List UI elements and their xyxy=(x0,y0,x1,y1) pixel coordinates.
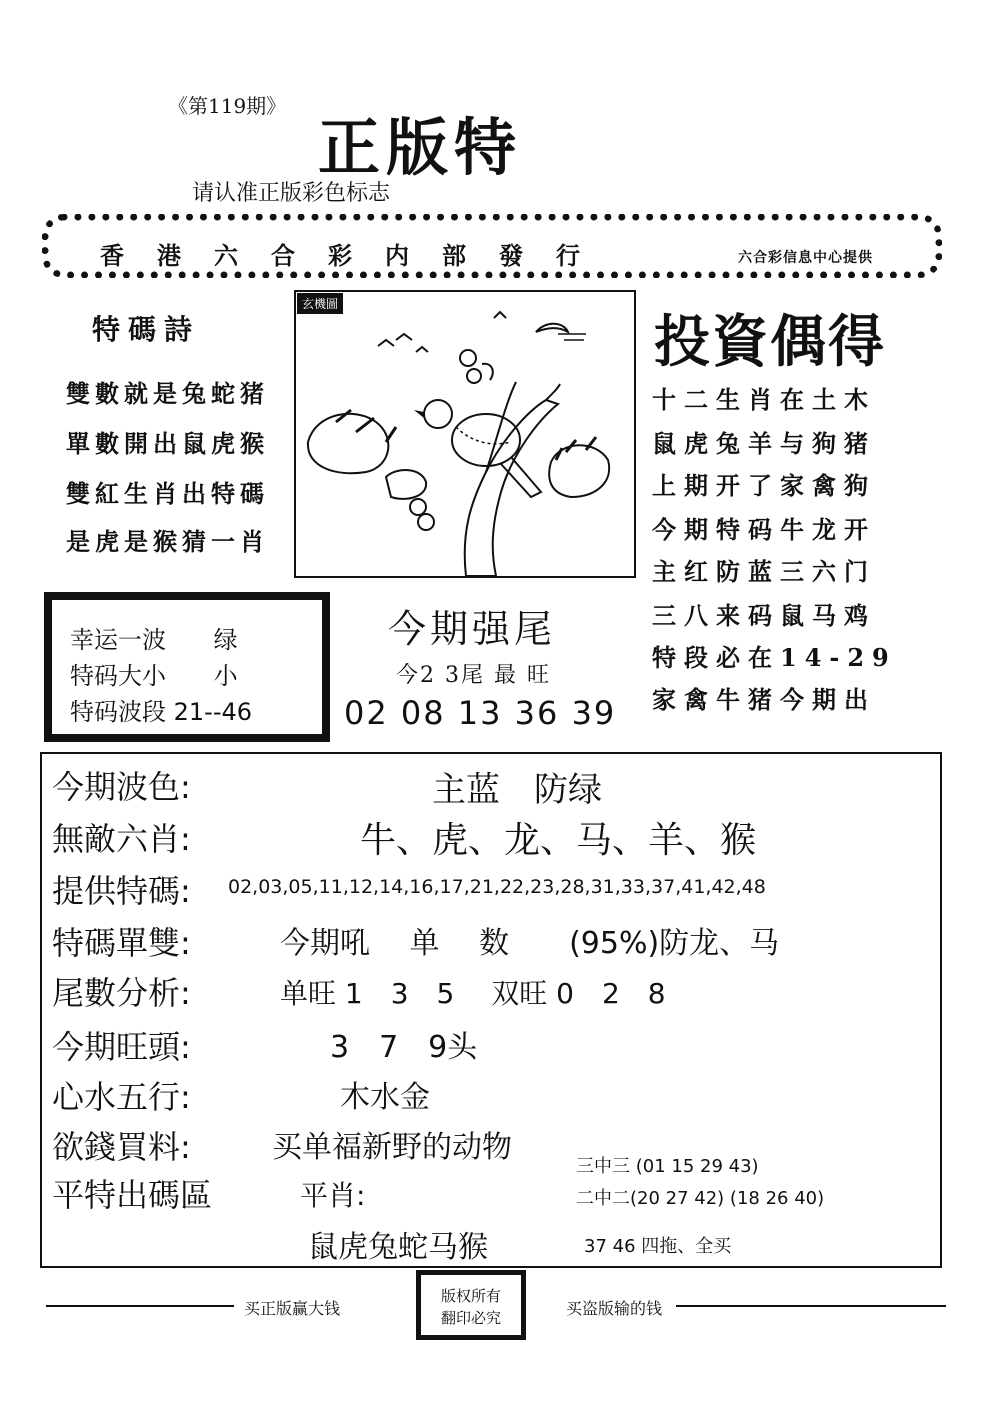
banner-text: 香港六合彩内部發行 xyxy=(100,241,613,270)
five-elements-label: 心水五行: xyxy=(52,1078,191,1116)
luck-label: 幸运一波 xyxy=(70,626,166,654)
invest-line: 特段必在14-29 xyxy=(652,643,897,672)
banner-subtitle: 六合彩信息中心提供 xyxy=(738,250,873,266)
invest-title: 投資偶得 xyxy=(654,310,886,375)
invest-line: 上期开了家禽狗 xyxy=(652,471,876,500)
combo-three: 三中三 (01 15 29 43) xyxy=(576,1156,759,1177)
footer-left-slogan: 买正版赢大钱 xyxy=(244,1299,341,1318)
buy-hint-label: 欲錢買料: xyxy=(52,1128,191,1166)
luck-value: 21--46 xyxy=(173,698,253,726)
odd-even-label: 特碼單雙: xyxy=(52,924,191,962)
picture-tag: 玄機圖 xyxy=(297,293,343,314)
bird-illustration xyxy=(296,292,634,576)
poem-line: 雙數就是兔蛇猪 xyxy=(66,379,269,408)
special-numbers-label: 提供特碼: xyxy=(52,872,191,910)
flat-zone-label: 平特出碼區 xyxy=(52,1176,213,1214)
footer-right-slogan: 买盗版输的钱 xyxy=(566,1299,663,1318)
footer-rule-left xyxy=(46,1305,234,1307)
color-label: 今期波色: xyxy=(52,768,191,806)
page-title: 正版特 xyxy=(318,111,523,184)
combo-two: 二中二(20 27 42) (18 26 40) xyxy=(576,1188,825,1209)
invest-line: 鼠虎兔羊与狗猪 xyxy=(652,429,876,458)
footer-rule-right xyxy=(676,1305,946,1307)
strong-tail-title: 今期强尾 xyxy=(388,607,557,651)
hint-picture xyxy=(294,290,636,578)
invest-line: 十二生肖在土木 xyxy=(652,385,876,414)
odd-even-value: 今期吼 单 数 (95%)防龙、马 xyxy=(280,926,780,961)
invest-line: 主红防蓝三六门 xyxy=(652,557,876,586)
head-value: 3 7 9头 xyxy=(330,1030,478,1065)
six-zodiac-label: 無敵六肖: xyxy=(52,820,191,858)
authenticity-notice: 请认准正版彩色标志 xyxy=(192,181,391,206)
luck-range-row xyxy=(70,692,252,727)
copyright-line: 翻印必究 xyxy=(440,1309,501,1327)
luck-value: 小 xyxy=(213,662,238,690)
six-zodiac-value: 牛、虎、龙、马、羊、猴 xyxy=(360,820,757,861)
torn-area xyxy=(528,95,658,185)
poem-line: 單數開出鼠虎猴 xyxy=(66,429,269,458)
poem-line: 雙紅生肖出特碼 xyxy=(66,479,269,508)
luck-label: 特码大小 xyxy=(70,662,166,690)
flat-zodiac-label: 平肖: xyxy=(300,1179,366,1212)
five-elements-value: 木水金 xyxy=(340,1080,430,1115)
head-label: 今期旺頭: xyxy=(52,1028,191,1066)
poem-title: 特碼詩 xyxy=(92,313,201,346)
tail-analysis-label: 尾數分析: xyxy=(52,974,191,1012)
tail-analysis-value: 单旺 1 3 5 双旺 0 2 8 xyxy=(280,977,666,1010)
luck-value: 绿 xyxy=(213,626,238,654)
buy-hint-value: 买单福新野的动物 xyxy=(272,1130,512,1165)
invest-line: 今期特码牛龙开 xyxy=(652,515,876,544)
flat-zodiac-value: 鼠虎兔蛇马猴 xyxy=(308,1230,488,1265)
strong-tail-numbers: 02 08 13 36 39 xyxy=(344,694,617,732)
luck-size-row xyxy=(70,656,238,691)
invest-line: 家禽牛猪今期出 xyxy=(652,685,876,714)
color-value: 主蓝 防绿 xyxy=(432,770,602,810)
copyright-box xyxy=(416,1270,526,1340)
strong-tail-note: 今2 3尾 最 旺 xyxy=(396,663,551,688)
luck-wave-row xyxy=(70,620,238,655)
invest-line: 三八来码鼠马鸡 xyxy=(652,601,876,630)
copyright-line: 版权所有 xyxy=(440,1287,501,1305)
poem-line: 是虎是猴猜一肖 xyxy=(66,527,269,556)
luck-label: 特码波段 xyxy=(70,698,166,726)
special-numbers-value: 02,03,05,11,12,14,16,17,21,22,23,28,31,33,37,41,42,48 xyxy=(228,876,766,898)
combo-drag: 37 46 四拖、全买 xyxy=(584,1236,732,1257)
issue-number: 《第119期》 xyxy=(168,94,287,118)
